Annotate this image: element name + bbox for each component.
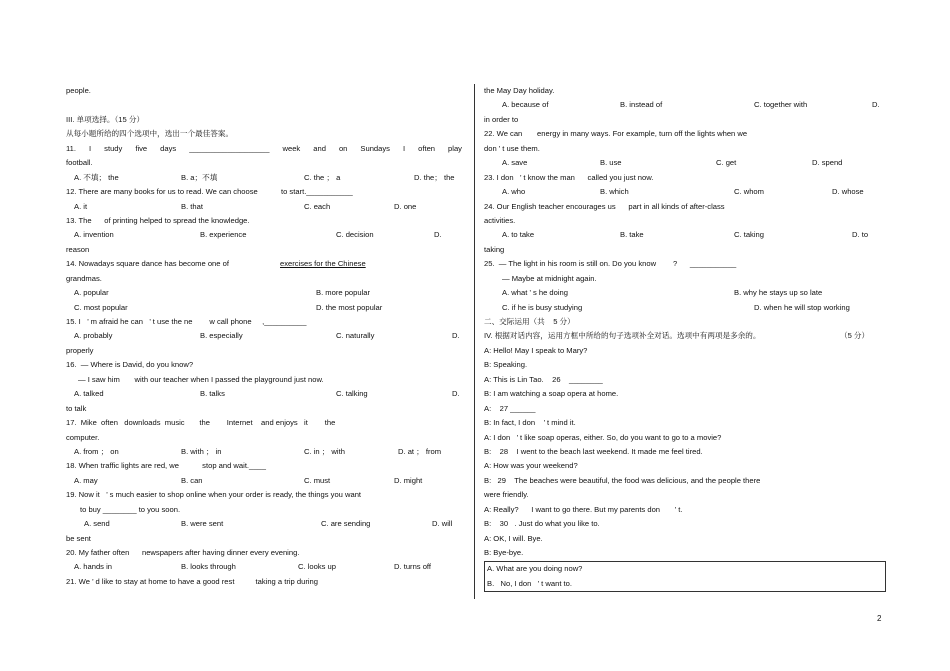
right-column [484, 84, 886, 592]
options-q24 [484, 228, 886, 242]
options-q14 [66, 286, 462, 300]
dialogue-line: A: Hello! May I speak to Mary? [484, 345, 588, 355]
options-q16 [66, 387, 462, 401]
text-line: the May Day holiday. [484, 86, 555, 95]
option-d: D. [434, 230, 442, 240]
option-d: D. spend [812, 158, 843, 168]
word: and [313, 143, 326, 153]
dialogue-line: A: This is Lin Tao. 26 ________ [484, 374, 603, 384]
question-25: 25. — The light in his room is still on. Do you know ? ___________ [484, 259, 737, 269]
page-number: 2 [877, 614, 882, 623]
question-16: 16. — Where is David, do you know? [66, 360, 194, 370]
text-line: be sent [66, 533, 91, 543]
question-15: 15. I ’ m afraid he can ’ t use the ne w call phone ,__________ [66, 317, 307, 326]
option-d: D. the most popular [316, 302, 383, 312]
text-line: football. [66, 158, 93, 168]
question-17: 17. Mike often downloads music the Internet and enjoys it the [66, 418, 336, 428]
word: Sundays [360, 143, 390, 153]
text-line: properly [66, 345, 94, 355]
options-q20 [66, 560, 462, 574]
question-22: 22. We can energy in many ways. For example, turn off the lights when we [484, 129, 748, 139]
question-18: 18. When traffic lights are red, we stop and wait.____ [66, 461, 266, 471]
dialogue-line: A: How was your weekend? [484, 461, 578, 471]
option-d: D. the； the [414, 172, 455, 182]
option-b: B. instead of [620, 100, 663, 110]
dialogue-line: B: 28 I went to the beach last weekend. It made me feel tired. [484, 446, 703, 456]
question-19: 19. Now it ’ s much easier to shop online when your order is ready, the things you want [66, 490, 362, 500]
question-21: 21. We ’ d like to stay at home to have a good rest taking a trip during [66, 576, 318, 586]
option-b: B. were sent [181, 519, 224, 529]
word: 11. [66, 143, 76, 153]
word: study [104, 143, 123, 153]
dialogue-line: A: OK, I will. Bye. [484, 533, 543, 543]
option-a: A. it [74, 201, 88, 211]
dialogue-line: B: Speaking. [484, 360, 528, 370]
dialogue-line: A: 27 ______ [484, 403, 536, 413]
option-a: A. save [502, 158, 528, 168]
option-b: B. with ； in [181, 446, 222, 456]
options-q25 [484, 301, 886, 315]
option-a: A. may [74, 475, 98, 485]
option-a: A. who [502, 187, 526, 197]
option-b: B. more popular [316, 288, 371, 298]
left-column [66, 84, 462, 589]
text-line: in order to [484, 114, 519, 124]
text-line: activities. [484, 215, 516, 225]
question-19-b: to buy ________ to you soon. [80, 504, 181, 514]
option-c: C. most popular [74, 302, 128, 312]
word: I [402, 143, 406, 153]
text-line: to talk [66, 403, 87, 413]
option-d: D. at ； from [398, 446, 442, 456]
dialogue-line: B: 29 The beaches were beautiful, the food was delicious, and the people there [484, 475, 761, 485]
question-20: 20. My father often newspapers after having dinner every evening. [66, 548, 300, 557]
dialogue-line: B: I am watching a soap opera at home. [484, 389, 619, 399]
options-q22 [484, 156, 886, 170]
option-b: B. talks [200, 389, 225, 399]
option-a: A. popular [74, 288, 109, 298]
option-b: B. especially [200, 331, 243, 341]
option-d: D. turns off [394, 562, 432, 572]
option-c: C. get [716, 158, 737, 168]
options-q23 [484, 185, 886, 199]
option-a: A. what ’ s he doing [502, 288, 568, 298]
text-line: don ’ t use them. [484, 143, 540, 153]
option-a: A. send [84, 519, 110, 529]
option-b: B. looks through [181, 562, 236, 572]
options-q13 [66, 228, 462, 242]
option-b: B. why he stays up so late [734, 288, 823, 298]
question-text: 14. Nowadays square dance has become one of [66, 259, 229, 269]
dialogue-line: were friendly. [484, 490, 529, 500]
option-b: B. take [620, 230, 644, 240]
answer-blank: ___________________ [189, 143, 270, 153]
question-23: 23. I don ’ t know the man called you just now. [484, 172, 654, 182]
options-q12 [66, 200, 462, 214]
question-13: 13. The of printing helped to spread the knowledge. [66, 215, 250, 225]
option-a: A. 不填； the [74, 172, 119, 182]
question-25-b: — Maybe at midnight again. [502, 273, 597, 283]
option-c: C. each [304, 201, 331, 211]
option-a: A. because of [502, 100, 549, 110]
dialogue-line: B: Bye-bye. [484, 548, 524, 557]
word: often [418, 143, 436, 153]
option-a: A. talked [74, 389, 104, 399]
options-q15 [66, 329, 462, 343]
option-d: D. might [394, 475, 423, 485]
options-q17 [66, 445, 462, 459]
text-line: taking [484, 244, 505, 254]
option-d: D. to [852, 230, 869, 240]
box-option: B. No, I don ’ t want to. [487, 578, 572, 588]
text-line: reason [66, 244, 90, 254]
option-c: C. together with [754, 100, 808, 110]
word: week [282, 143, 301, 153]
option-b: B. a；不填 [181, 172, 218, 182]
option-b: B. that [181, 201, 203, 211]
option-b: B. can [181, 475, 203, 485]
option-d: D. whose [832, 187, 864, 197]
points: （5 分） [840, 331, 870, 341]
word: five [135, 143, 148, 153]
section-heading [484, 329, 886, 343]
option-d: D. [452, 389, 460, 399]
option-d: D. [872, 100, 880, 110]
option-b: B. which [600, 187, 629, 197]
instructions: IV. 根据对话内容，运用方框中所给的句子选项补全对话。选项中有两项是多余的。 [484, 331, 761, 341]
word: on [338, 143, 348, 153]
option-d: D. when he will stop working [754, 302, 850, 312]
option-c: C. naturally [336, 331, 375, 341]
question-16-b: — I saw him with our teacher when I passed the playground just now. [78, 374, 324, 384]
option-c: C. if he is busy studying [502, 302, 583, 312]
question-14 [66, 257, 462, 271]
option-c: C. whom [734, 187, 764, 197]
option-a: A. probably [74, 331, 113, 341]
option-a: A. hands in [74, 562, 112, 572]
word: days [160, 143, 177, 153]
option-d: D. one [394, 201, 417, 211]
options-q14 [66, 301, 462, 315]
option-c: C. are sending [321, 519, 371, 529]
dialogue-line: B: 30 . Just do what you like to. [484, 519, 600, 529]
dialogue-line: A: I don ’ t like soap operas, either. So, do you want to go to a movie? [484, 432, 722, 442]
options-q19 [66, 517, 462, 531]
section-heading: III. 单项选择。（15 分） [66, 114, 145, 124]
option-c: C. in ； with [304, 446, 345, 456]
option-c: C. must [304, 475, 331, 485]
word: play [448, 143, 462, 153]
option-b: B. experience [200, 230, 247, 240]
options-box [484, 561, 886, 592]
options-q18 [66, 474, 462, 488]
option-c: C. looks up [298, 562, 336, 572]
option-a: A. from ； on [74, 446, 119, 456]
box-option: A. What are you doing now? [487, 564, 583, 574]
blank-line [66, 98, 462, 112]
column-divider [474, 84, 475, 599]
dialogue-line: B: In fact, I don ’ t mind it. [484, 418, 576, 428]
option-d: D. will [432, 519, 453, 529]
word: I [89, 143, 92, 153]
option-c: C. talking [336, 389, 368, 399]
instructions: 从每小题所给的四个选项中，选出一个最佳答案。 [66, 129, 234, 139]
option-a: A. invention [74, 230, 114, 240]
option-d: D. [452, 331, 460, 341]
option-c: C. the ； a [304, 172, 341, 182]
option-a: A. to take [502, 230, 535, 240]
option-c: C. decision [336, 230, 374, 240]
options-q21 [484, 98, 886, 112]
options-q25 [484, 286, 886, 300]
text-line: grandmas. [66, 273, 102, 283]
text-line: people. [66, 86, 91, 95]
question-24: 24. Our English teacher encourages us part in all kinds of after-class [484, 201, 725, 211]
option-c: C. taking [734, 230, 764, 240]
text-line: computer. [66, 432, 100, 442]
question-11 [66, 142, 462, 156]
dialogue-line: A: Really? I want to go there. But my parents don ’ t. [484, 504, 683, 514]
option-b: B. use [600, 158, 622, 168]
question-text: exercises for the Chinese [280, 259, 366, 269]
options-q11 [66, 171, 462, 185]
question-12: 12. There are many books for us to read. We can choose to start.___________ [66, 187, 353, 197]
section-heading: 二、交际运用（共 5 分） [484, 317, 575, 326]
